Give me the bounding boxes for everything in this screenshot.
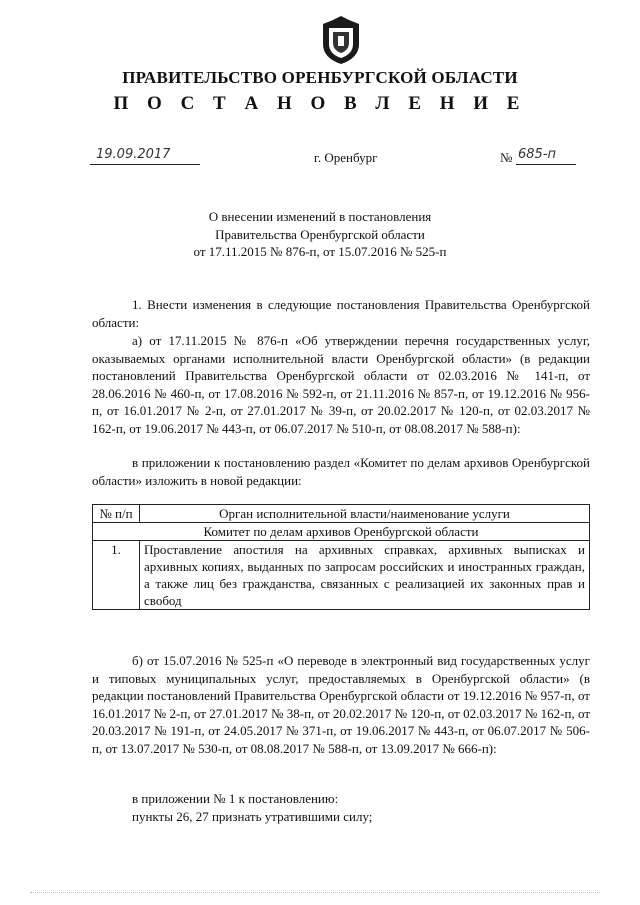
paragraph-1b-line-2: пункты 26, 27 признать утратившими силу; — [132, 809, 373, 824]
city: г. Оренбург — [314, 150, 378, 165]
table-row — [93, 541, 590, 610]
scan-edge-divider — [30, 892, 600, 894]
paragraph-1a-action: в приложении к постановлению раздел «Комитет по делам архивов Оренбургской области» изложить в новой редакции: — [92, 455, 590, 488]
column-header-number: № п/п — [93, 505, 140, 523]
subject-heading — [0, 208, 640, 261]
government-name: ПРАВИТЕЛЬСТВО ОРЕНБУРГСКОЙ ОБЛАСТИ — [122, 68, 518, 87]
number-field — [516, 148, 576, 165]
section-title: Комитет по делам архивов Оренбургской области — [93, 523, 590, 541]
paragraph-1b-line-1: в приложении № 1 к постановлению: — [132, 791, 339, 806]
number-label: № — [500, 150, 513, 165]
row-number: 1. — [93, 541, 140, 610]
paragraph-1a: а) от 17.11.2015 № 876-п «Об утверждении перечня государственных услуг, оказываемых органами исполнительной власти Оренбургской области» (в редакции постановлений Правительства Оренбургской области от 02.03.2016 № 141-п, от 28.06.2016 № 460-п, от 17.08.2016 № 592-п, от 21.11.2016 № 857-п, от 19.12.2016 № 956-п, от 16.01.2017 № 2-п, от 27.01.2017 № 39-п, от 20.02.2017 № 120-п, от 02.03.2017 № 162-п, от 19.06.2017 № 443-п, от 06.07.2017 № 510-п, от 08.08.2017 № 588-п): — [92, 333, 590, 436]
row-service-name: Проставление апостиля на архивных справках, архивных выписках и архивных копиях, выданных по запросам российских и иностранных граждан, а также лиц без гражданства, связанных с реализацией их законных прав и свобод — [140, 541, 590, 610]
date-field — [90, 148, 200, 165]
subject-line: от 17.11.2015 № 876-п, от 15.07.2016 № 525-п — [193, 244, 447, 259]
subject-line: О внесении изменений в постановления — [208, 209, 432, 224]
column-header-service: Орган исполнительной власти/наименование услуги — [140, 505, 590, 523]
services-table — [92, 504, 590, 610]
handwritten-date: 19.09.2017 — [96, 147, 171, 162]
paragraph-1b: б) от 15.07.2016 № 525-п «О переводе в электронный вид государственных услуг и типовых муниципальных услуг, предоставляемых в Оренбургской области» (в редакции постановлений Правительства Оренбургской области от 19.12.2016 № 957-п, от 16.01.2017 № 2-п, от 27.01.2017 № 38-п, от 20.02.2017 № 120-п, от 02.03.2017 № 162-п, от 20.03.2017 № 191-п, от 24.05.2017 № 371-п, от 19.06.2017 № 443-п, от 06.07.2017 № 506-п, от 13.07.2017 № 530-п, от 08.08.2017 № 588-п, от 13.09.2017 № 666-п): — [92, 653, 590, 756]
handwritten-number: 685-п — [518, 147, 557, 162]
table-section-row — [93, 523, 590, 541]
document-type: П О С Т А Н О В Л Е Н И Е — [113, 93, 527, 114]
table-header-row — [93, 505, 590, 523]
paragraph-1: 1. Внести изменения в следующие постановления Правительства Оренбургской области: — [92, 297, 590, 330]
coat-of-arms-emblem — [319, 14, 363, 66]
subject-line: Правительства Оренбургской области — [215, 226, 425, 242]
